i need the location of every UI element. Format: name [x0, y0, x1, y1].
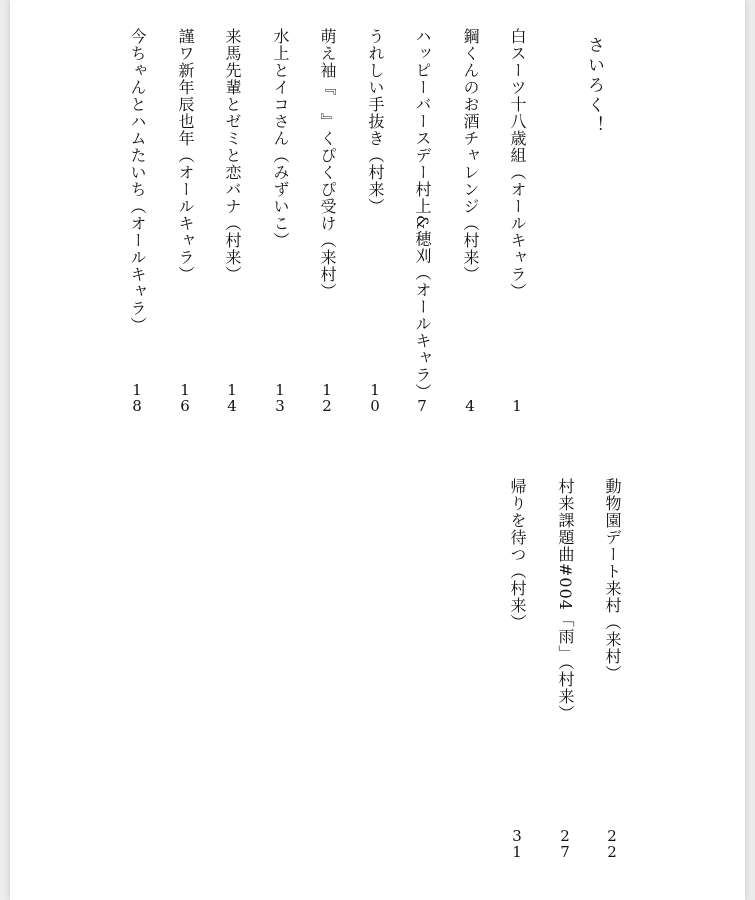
toc-entry-page: 7	[417, 397, 427, 415]
toc-entry-title: ハッピーバースデー村上&穂刈（オールキャラ）	[413, 28, 432, 401]
toc-entry-title: 今ちゃんとハムたいち（オールキャラ）	[128, 28, 147, 334]
toc-entry-title: 水上とイコさん（みずいこ）	[271, 28, 290, 249]
toc-entry-title: 村来課題曲#004「雨」（村来）	[556, 478, 575, 722]
toc-entry-title: 動物園デート来村（来村）	[603, 478, 622, 682]
toc-entry-title: 帰りを待つ（村来）	[508, 478, 527, 631]
toc-entry-page: 1 6	[180, 381, 190, 415]
toc-entry-page: 4	[465, 397, 475, 415]
toc-entry-page: 2 2	[607, 827, 617, 861]
toc-entry-title: 白スーツ十八歳組（オールキャラ）	[508, 28, 527, 300]
toc-entry-page: 1 8	[132, 381, 142, 415]
toc-entry-title: 萌え袖『 』くぴくぴ受け（来村）	[318, 28, 337, 300]
toc-entry-title: 来馬先輩とゼミと恋バナ（村来）	[223, 28, 242, 283]
toc-entry-page: 1 0	[370, 381, 380, 415]
toc-entry-page: 1 2	[322, 381, 332, 415]
document-title: さいろく！	[584, 36, 604, 136]
document-page	[10, 0, 745, 900]
toc-entry-title: 鋼くんのお酒チャレンジ（村来）	[461, 28, 480, 283]
toc-entry-title: うれしい手抜き（村来）	[366, 28, 385, 215]
toc-entry-page: 1 3	[275, 381, 285, 415]
toc-entry-title: 謹ワ新年辰也年（オールキャラ）	[176, 28, 195, 283]
toc-entry-page: 1	[512, 397, 522, 415]
toc-entry-page: 2 7	[560, 827, 570, 861]
toc-entry-page: 3 1	[512, 827, 522, 861]
toc-entry-page: 1 4	[227, 381, 237, 415]
